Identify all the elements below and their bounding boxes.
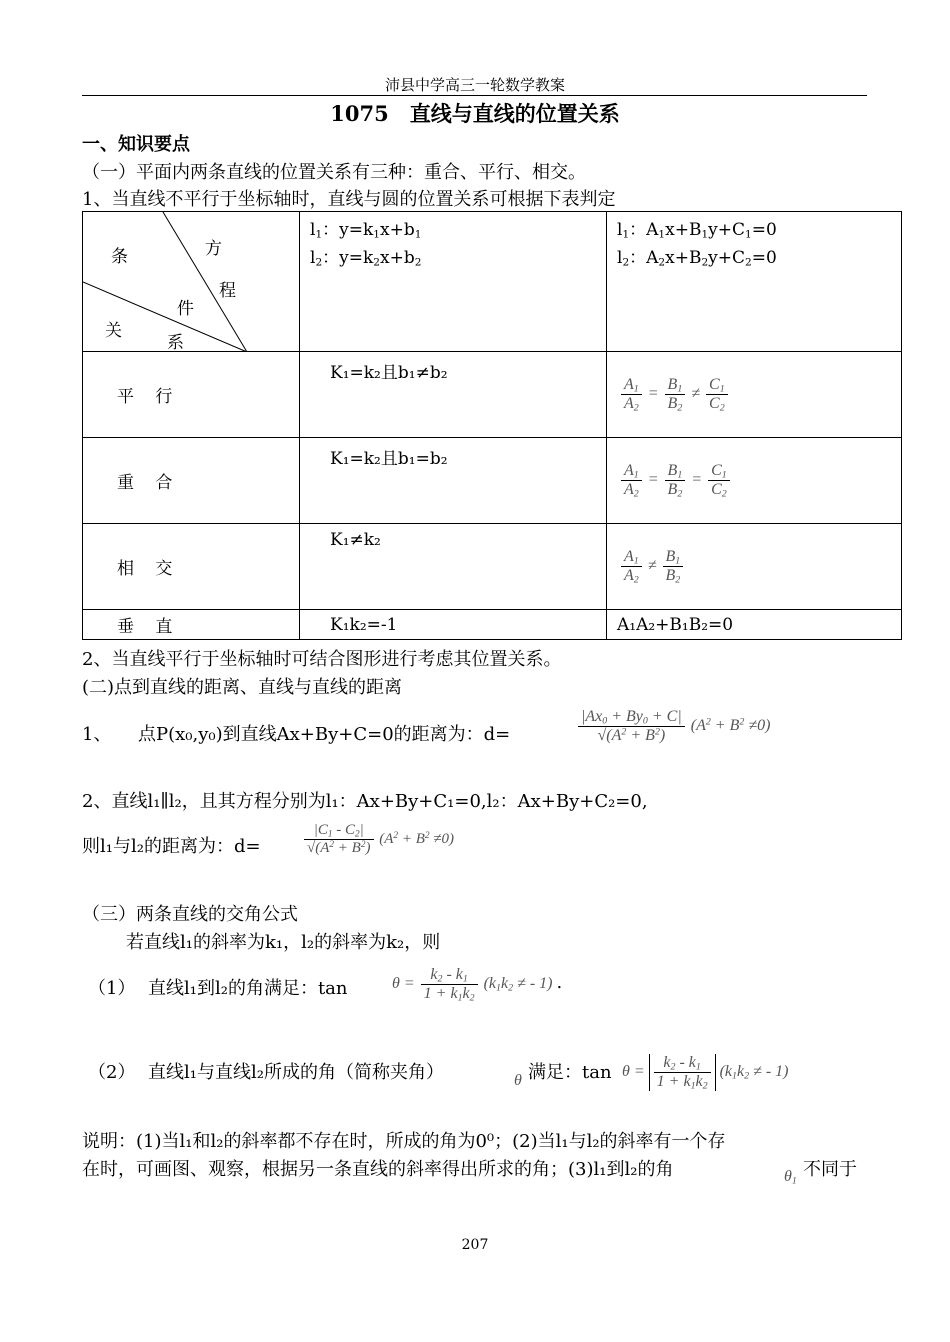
parallel-slope-cond: K₁=k₂且b₁≠b₂ bbox=[300, 352, 607, 438]
page-header: 沛县中学高三一轮数学教案 bbox=[384, 76, 565, 94]
angle-1-prefix: （1） bbox=[88, 978, 136, 999]
item-2-text: 2、当直线平行于坐标轴时可结合图形进行考虑其位置关系。 bbox=[82, 649, 562, 670]
distance-1-prefix: 1、 bbox=[82, 724, 112, 745]
angle-1-formula: θ = $\frac{k_2 - k_1}{1 + k_1k_2}$ ($k_1k_2$ ≠ - 1) . bbox=[392, 966, 563, 1004]
perpendicular-slope-cond: K₁k₂=-1 bbox=[300, 610, 607, 640]
coincide-coef-cond: $\frac{A_1}{A_2}$ = $\frac{B_1}{B_2}$ = $\frac{C_1}{C_2}$ bbox=[607, 438, 902, 524]
section-heading-knowledge: 一、知识要点 bbox=[82, 134, 190, 155]
diag-label-jian: 件 bbox=[177, 299, 194, 319]
page-number: 207 bbox=[461, 1237, 489, 1253]
theta1-symbol: $\theta_1$ bbox=[784, 1168, 797, 1187]
angle-2-text-2: 满足：tan bbox=[528, 1062, 612, 1083]
diagonal-header-cell bbox=[83, 212, 300, 352]
distance-2-formula: $\frac{|C_1 - C_2|}{√(A^2 + B^2)}$ $(A^2 + B^2 \ne 0)$ bbox=[302, 822, 454, 857]
angle-1-text: 直线l₁到l₂的角满足：tan bbox=[148, 978, 348, 999]
diag-label-cheng: 程 bbox=[219, 281, 236, 301]
intersect-slope-cond: K₁≠k₂ bbox=[300, 524, 607, 610]
distance-1-formula: $\frac{|Ax_0 + By_0 + C|}{√(A^2 + B^2)}$ $(A^2 + B^2 \ne 0)$ bbox=[576, 708, 770, 745]
angle-2-formula: θ = $\frac{k_2 - k_1}{1 + k_1k_2}$ ($k_1k_2$ ≠ - 1) bbox=[622, 1054, 789, 1092]
coincide-slope-cond: K₁=k₂且b₁=b₂ bbox=[300, 438, 607, 524]
distance-2-line1: 2、直线l₁∥l₂，且其方程分别为l₁：Ax+By+C₁=0,l₂：Ax+By+C₂=0, bbox=[82, 791, 648, 812]
diag-label-fang: 方 bbox=[205, 239, 222, 259]
diag-label-guan: 关 bbox=[105, 321, 122, 341]
row-label-intersect: 相 交 bbox=[83, 524, 300, 610]
header-rule bbox=[82, 95, 867, 96]
perpendicular-coef-cond: A₁A₂+B₁B₂=0 bbox=[607, 610, 902, 640]
item-1-text: 1、当直线不平行于坐标轴时，直线与圆的位置关系可根据下表判定 bbox=[82, 189, 616, 210]
intersect-coef-cond: $\frac{A_1}{A_2}$ ≠ $\frac{B_1}{B_2}$ bbox=[607, 524, 902, 610]
diag-label-tiao: 条 bbox=[111, 247, 128, 267]
note-line-1: 说明：(1)当l₁和l₂的斜率都不存在时，所成的角为0⁰；(2)当l₁与l₂的斜率有一个存 bbox=[82, 1131, 726, 1152]
distance-1-text: 点P(x₀,y₀)到直线Ax+By+C=0的距离为：d= bbox=[138, 724, 511, 745]
diag-label-xi: 系 bbox=[167, 333, 184, 353]
note-line-2: 在时，可画图、观察，根据另一条直线的斜率得出所求的角；(3)l₁到l₂的角 bbox=[82, 1159, 674, 1180]
angle-2-text: 直线l₁与直线l₂所成的角（简称夹角） bbox=[148, 1062, 444, 1083]
distance-2-line2: 则l₁与l₂的距离为：d= bbox=[82, 836, 261, 857]
parallel-coef-cond: $\frac{A_1}{A_2}$ = $\frac{B_1}{B_2}$ ≠ $\frac{C_1}{C_2}$ bbox=[607, 352, 902, 438]
header-slope-form: $l_1$：$y=k_1x+b_1$ $l_2$：$y=k_2x+b_2$ bbox=[300, 212, 607, 352]
page-title: 1075 直线与直线的位置关系 bbox=[330, 101, 620, 126]
theta-symbol: θ bbox=[514, 1072, 522, 1089]
note-line-2-end: 不同于 bbox=[803, 1159, 857, 1180]
angle-2-prefix: （2） bbox=[88, 1062, 136, 1083]
row-label-parallel: 平 行 bbox=[83, 352, 300, 438]
header-general-form: $l_1$：$A_1x+B_1y+C_1=0$ $l_2$：$A_2x+B_2y+C_2=0$ bbox=[607, 212, 902, 352]
subsection-2: (二)点到直线的距离、直线与直线的距离 bbox=[82, 677, 403, 698]
row-label-coincide: 重 合 bbox=[83, 438, 300, 524]
slope-intro: 若直线l₁的斜率为k₁，l₂的斜率为k₂，则 bbox=[126, 932, 441, 953]
relation-table bbox=[82, 211, 902, 640]
row-label-perpendicular: 垂 直 bbox=[83, 610, 300, 640]
subsection-3: （三）两条直线的交角公式 bbox=[82, 904, 298, 925]
subsection-1: （一）平面内两条直线的位置关系有三种：重合、平行、相交。 bbox=[82, 162, 586, 183]
